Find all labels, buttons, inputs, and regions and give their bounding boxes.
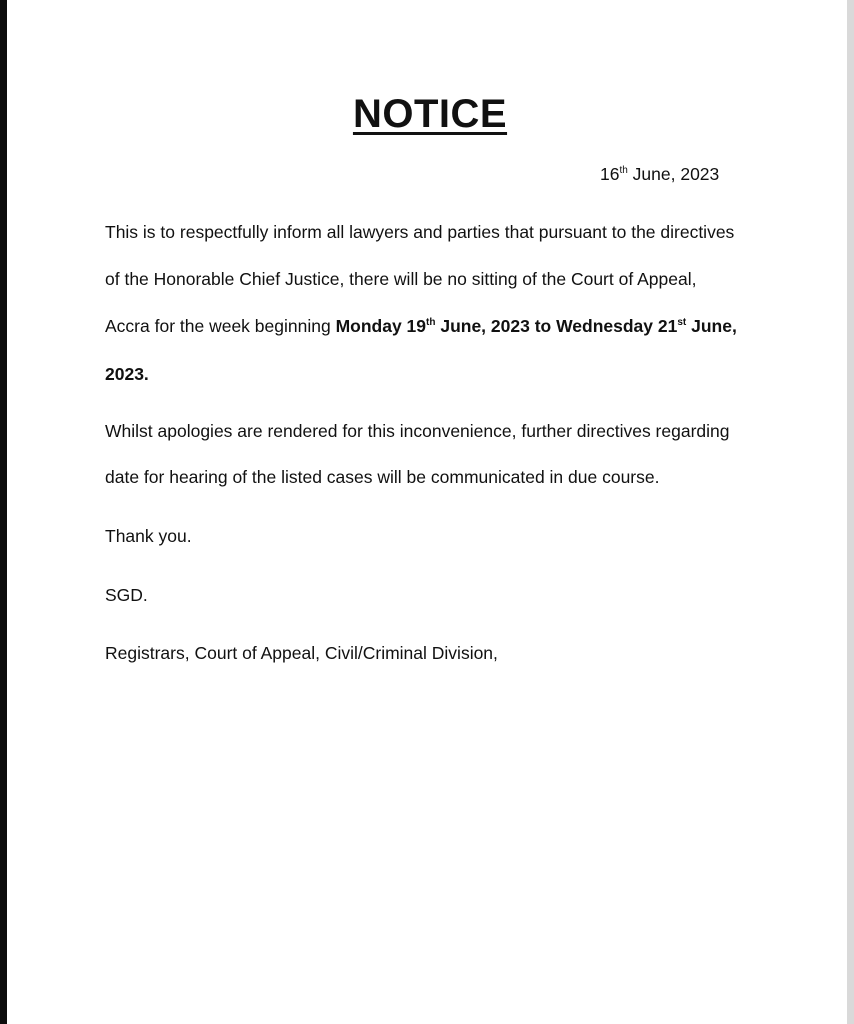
end-date-suffix: st bbox=[677, 317, 687, 328]
right-page-edge bbox=[847, 0, 854, 1024]
para1-line1: This is to respectfully inform all lawyers and parties that pursuant to the directives bbox=[105, 222, 735, 242]
para1-line2: of the Honorable Chief Justice, there will be no sitting of the Court of Appeal, bbox=[105, 269, 697, 289]
date-day: 16 bbox=[600, 164, 620, 184]
para2-line2: date for hearing of the listed cases will be communicated in due course. bbox=[105, 467, 660, 487]
paragraph-apologies bbox=[105, 421, 785, 501]
end-date-month: June, bbox=[686, 316, 737, 336]
para1-dates bbox=[336, 316, 737, 336]
para1-line3-text: Accra for the week beginning bbox=[105, 316, 336, 336]
signed-text: SGD. bbox=[105, 585, 148, 605]
end-date-year: 2023. bbox=[105, 364, 149, 384]
notice-document bbox=[7, 0, 847, 1024]
date-suffix: th bbox=[619, 165, 628, 176]
left-page-edge bbox=[0, 0, 7, 1024]
paragraph-no-sitting bbox=[105, 222, 785, 392]
start-date-text: Monday 19 bbox=[335, 316, 427, 336]
end-date-text: June, 2023 to Wednesday 21 bbox=[435, 316, 678, 336]
notice-date bbox=[600, 164, 719, 185]
para2-line1: Whilst apologies are rendered for this inconvenience, further directives regarding bbox=[105, 421, 730, 441]
para1-line3 bbox=[105, 316, 737, 337]
start-date-suffix: th bbox=[426, 317, 436, 328]
notice-title: NOTICE bbox=[352, 92, 508, 136]
para1-line4 bbox=[105, 364, 149, 385]
thank-you-text: Thank you. bbox=[105, 526, 192, 546]
signatory-text: Registrars, Court of Appeal, Civil/Criminal Division, bbox=[105, 643, 498, 663]
date-rest: June, 2023 bbox=[627, 164, 720, 184]
